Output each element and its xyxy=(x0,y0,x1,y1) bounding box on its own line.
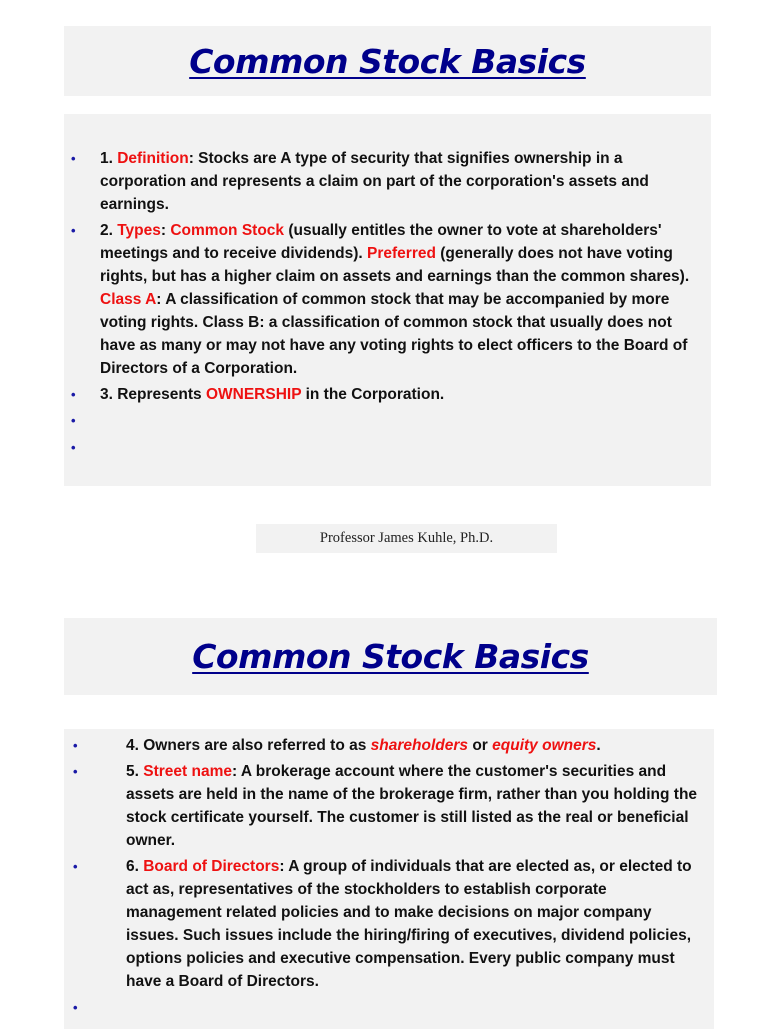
bullet-item xyxy=(64,383,697,406)
highlighted-term: OWNERSHIP xyxy=(205,386,302,403)
body-text: . xyxy=(596,737,601,754)
body-text: or xyxy=(468,737,493,754)
highlighted-term: shareholders xyxy=(370,737,469,754)
highlighted-term: Class A xyxy=(100,291,157,308)
highlighted-term: Definition xyxy=(117,150,189,167)
body-text: 2. xyxy=(100,222,118,239)
body-text: : Stocks are A type of security that signifies ownership in a corporation and represents a claim on part of the corporation's assets and earnings. xyxy=(100,150,649,213)
body-text: : A group of individuals that are elected as, or elected to act as, representatives of the stockholders to establish corporate management related policies and to make decisions on major company issues. Such issues include the hiring/firing of executives, dividend policies, options policies and executive compensation. Every public company must have a Board of Directors. xyxy=(126,858,692,990)
body-text: in the Corporation. xyxy=(301,386,445,403)
highlighted-term: Common Stock xyxy=(170,222,285,239)
bullet-item xyxy=(64,996,702,1020)
body-text: 3. Represents xyxy=(100,386,206,403)
slide2-content-box xyxy=(64,729,714,1029)
slide2-title-box xyxy=(64,618,717,695)
body-text: 5. xyxy=(126,763,144,780)
bullet-item xyxy=(64,760,702,852)
highlighted-term: Board of Directors xyxy=(143,858,280,875)
bullet-dot-icon: • xyxy=(71,413,76,428)
body-text: (usually entitles the owner to vote at shareholders' meetings and to receive dividends). xyxy=(100,222,662,262)
bullet-item xyxy=(64,219,697,380)
footer-box xyxy=(256,524,557,553)
bullet-dot-icon: • xyxy=(73,764,78,779)
slide1-content-box xyxy=(64,114,711,486)
highlighted-term: equity owners xyxy=(492,737,597,754)
body-text: : A brokerage account where the customer's securities and assets are held in the name of the brokerage firm, rather than you holding the stock certificate yourself. The customer is still listed as the real or beneficial owner. xyxy=(126,763,698,849)
body-text: (generally does not have voting rights, but has a higher claim on assets and earnings than the common shares). xyxy=(100,245,690,285)
bullet-dot-icon: • xyxy=(71,387,76,402)
bullet-item xyxy=(64,734,702,757)
bullet-item xyxy=(64,855,702,993)
bullet-dot-icon: • xyxy=(73,1000,78,1015)
highlighted-term: Types xyxy=(117,222,161,239)
body-text: : A classification of common stock that may be accompanied by more voting rights. Class B: a classification of common stock that usually does not have as many or may not have any voting rights to elect officers to the Board of Directors of a Corporation. xyxy=(100,291,688,377)
bullet-dot-icon: • xyxy=(71,151,76,166)
bullet-item xyxy=(64,409,697,433)
bullet-dot-icon: • xyxy=(73,738,78,753)
highlighted-term: Street name xyxy=(143,763,232,780)
slide1-title-box xyxy=(64,26,711,96)
slide2-bullet-list xyxy=(64,734,714,1020)
body-text: 6. xyxy=(126,858,144,875)
bullet-item xyxy=(64,147,697,216)
bullet-item xyxy=(64,436,697,460)
body-text: : xyxy=(160,222,171,239)
bullet-dot-icon: • xyxy=(71,440,76,455)
slide2-title: Common Stock Basics xyxy=(192,637,589,676)
highlighted-term: Preferred xyxy=(367,245,436,262)
slide1-bullet-list xyxy=(64,147,711,460)
body-text: 4. Owners are also referred to as xyxy=(126,737,371,754)
bullet-dot-icon: • xyxy=(71,223,76,238)
slide1-title: Common Stock Basics xyxy=(189,41,586,81)
bullet-dot-icon: • xyxy=(73,859,78,874)
professor-credit: Professor James Kuhle, Ph.D. xyxy=(319,530,494,546)
body-text: 1. xyxy=(100,150,118,167)
